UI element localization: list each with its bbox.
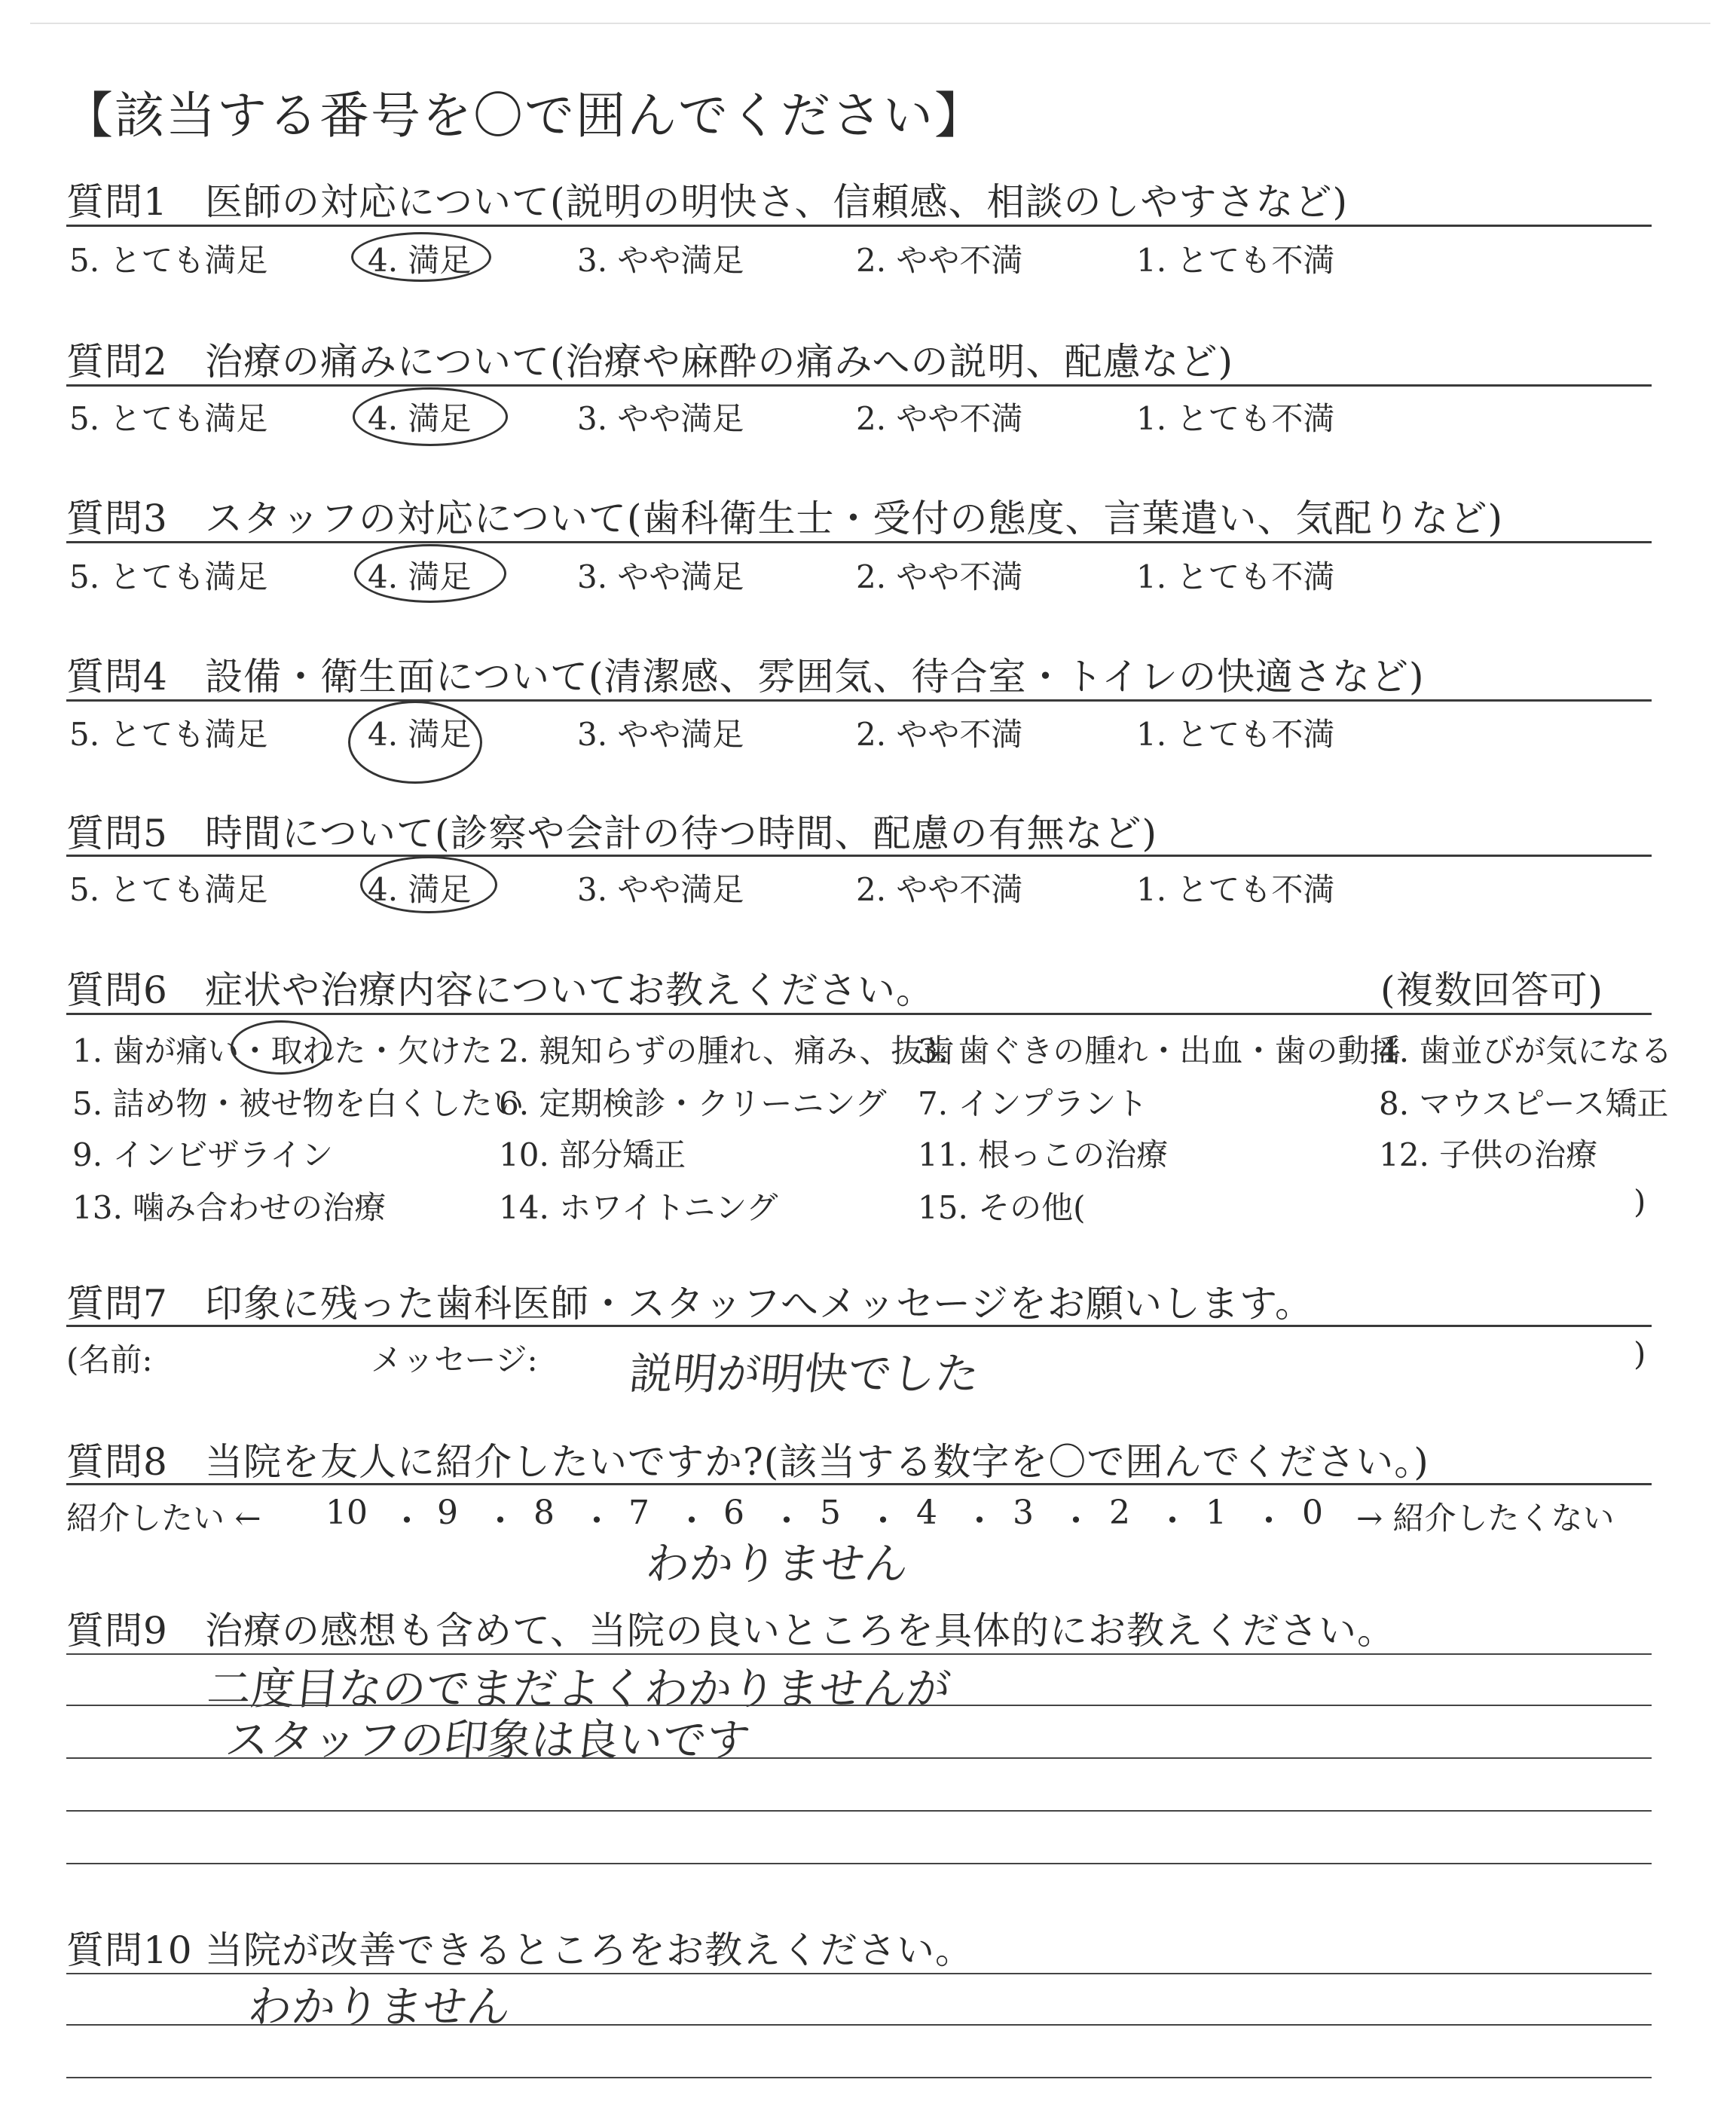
q5-selection-circle <box>360 856 497 913</box>
q5-option-4[interactable]: 4. 満足 <box>368 871 472 908</box>
q8-separator: ・ <box>963 1502 996 1540</box>
q5-option-3[interactable]: 3. やや満足 <box>577 871 744 908</box>
q6-item-2[interactable]: 2. 親知らずの腫れ、痛み、抜歯 <box>499 1032 955 1069</box>
q4-label: 質問4 <box>66 655 168 699</box>
q2-option-5[interactable]: 5. とても満足 <box>69 400 268 437</box>
q1-rule <box>66 225 1652 227</box>
q7-name-label: (名前: <box>66 1341 153 1378</box>
q6-item-13[interactable]: 13. 噛み合わせの治療 <box>72 1189 387 1226</box>
q7-handwritten-message[interactable]: 説明が明快でした <box>626 1348 983 1399</box>
q3-text: スタッフの対応について(歯科衛生士・受付の態度、言葉遣い、気配りなど) <box>205 497 1504 540</box>
q5-option-2[interactable]: 2. やや不満 <box>856 871 1023 908</box>
q4-rule <box>66 699 1652 702</box>
q10-answer-line <box>66 2077 1652 2078</box>
q1-text: 医師の対応について(説明の明快さ、信頼感、相談のしやすさなど) <box>205 180 1349 224</box>
q8-separator: ・ <box>1252 1502 1285 1540</box>
q6-multiple-note: (複数回答可) <box>1380 968 1604 1012</box>
q5-option-5[interactable]: 5. とても満足 <box>69 871 268 908</box>
q3-label: 質問3 <box>66 497 168 540</box>
q10-label: 質問10 <box>66 1928 193 1972</box>
q8-score-6[interactable]: 6 <box>723 1494 744 1532</box>
q8-score-8[interactable]: 8 <box>533 1494 555 1532</box>
q6-item-15[interactable]: 15. その他( <box>918 1189 1086 1226</box>
q8-separator: ・ <box>1156 1502 1189 1540</box>
q4-option-3[interactable]: 3. やや満足 <box>577 716 744 753</box>
q5-label: 質問5 <box>66 812 168 855</box>
q8-score-7[interactable]: 7 <box>628 1494 649 1532</box>
q1-option-5[interactable]: 5. とても満足 <box>69 242 268 279</box>
q8-separator: ・ <box>1059 1502 1093 1540</box>
q2-selection-circle <box>353 387 508 446</box>
q9-text: 治療の感想も含めて、当院の良いところを具体的にお教えください。 <box>205 1609 1395 1653</box>
q6-item-14[interactable]: 14. ホワイトニング <box>499 1189 778 1226</box>
q7-label: 質問7 <box>66 1282 168 1326</box>
q8-right-label: → 紹介したくない <box>1356 1500 1615 1537</box>
q8-separator: ・ <box>675 1502 708 1540</box>
q6-item-1-circled: 取れた <box>270 1032 366 1069</box>
q1-selection-circle <box>351 232 491 282</box>
q3-option-4[interactable]: 4. 満足 <box>368 558 472 595</box>
q6-label: 質問6 <box>66 968 168 1012</box>
q2-rule <box>66 384 1652 387</box>
q7-rule <box>66 1325 1652 1327</box>
q8-score-3[interactable]: 3 <box>1013 1494 1034 1532</box>
q4-text: 設備・衛生面について(清潔感、雰囲気、待合室・トイレの快適さなど) <box>205 655 1425 699</box>
q6-item-9[interactable]: 9. インビザライン <box>72 1136 334 1173</box>
q8-score-1[interactable]: 1 <box>1206 1494 1227 1532</box>
q9-answer-line <box>66 1810 1652 1812</box>
q9-answer-line <box>66 1757 1652 1759</box>
q6-item-11[interactable]: 11. 根っこの治療 <box>918 1136 1169 1173</box>
q8-separator: ・ <box>580 1502 613 1540</box>
q3-option-2[interactable]: 2. やや不満 <box>856 558 1023 595</box>
q6-item-1-selection-circle <box>231 1020 332 1075</box>
q2-text: 治療の痛みについて(治療や麻酔の痛みへの説明、配慮など) <box>205 340 1234 384</box>
q3-selection-circle <box>354 544 506 603</box>
q4-option-2[interactable]: 2. やや不満 <box>856 716 1023 753</box>
q10-text: 当院が改善できるところをお教えください。 <box>205 1928 973 1972</box>
q8-separator: ・ <box>484 1502 517 1540</box>
q6-item-4[interactable]: 4. 歯並びが気になる <box>1379 1032 1673 1069</box>
q3-rule <box>66 541 1652 543</box>
q8-score-5[interactable]: 5 <box>820 1494 841 1532</box>
q6-item-7[interactable]: 7. インプラント <box>918 1085 1148 1122</box>
q6-item-1-suffix: ・欠けた <box>365 1032 493 1069</box>
q7-close-paren: ) <box>1634 1335 1646 1372</box>
q6-item-6[interactable]: 6. 定期検診・クリーニング <box>499 1085 887 1122</box>
q6-item-1-prefix: 1. 歯が痛い・ <box>72 1032 271 1069</box>
q6-text: 症状や治療内容についてお教えください。 <box>205 968 934 1012</box>
q4-selection-circle <box>348 701 482 784</box>
q2-option-1[interactable]: 1. とても不満 <box>1136 400 1335 437</box>
q8-rule <box>66 1483 1652 1485</box>
q3-option-5[interactable]: 5. とても満足 <box>69 558 268 595</box>
q9-answer-line <box>66 1863 1652 1864</box>
q2-option-3[interactable]: 3. やや満足 <box>577 400 744 437</box>
q8-left-label: 紹介したい ← <box>66 1500 261 1537</box>
q8-separator: ・ <box>390 1502 423 1540</box>
q1-option-4[interactable]: 4. 満足 <box>368 242 472 279</box>
q4-option-4[interactable]: 4. 満足 <box>368 716 472 753</box>
q8-text: 当院を友人に紹介したいですか?(該当する数字を〇で囲んでください。) <box>205 1440 1429 1484</box>
q3-option-1[interactable]: 1. とても不満 <box>1136 558 1335 595</box>
q4-option-5[interactable]: 5. とても満足 <box>69 716 268 753</box>
q6-other-close-paren: ) <box>1634 1183 1646 1220</box>
q8-score-2[interactable]: 2 <box>1109 1494 1130 1532</box>
q5-rule <box>66 855 1652 857</box>
q8-label: 質問8 <box>66 1440 168 1484</box>
q8-score-0[interactable]: 0 <box>1302 1494 1323 1532</box>
q10-handwritten-answer[interactable]: わかりません <box>245 1981 514 2032</box>
q2-label: 質問2 <box>66 340 168 384</box>
q8-separator: ・ <box>770 1502 803 1540</box>
q9-handwritten-line-2[interactable]: スタッフの印象は良いです <box>222 1714 753 1766</box>
q7-message-label: メッセージ: <box>371 1341 538 1378</box>
q8-score-10[interactable]: 10 <box>326 1494 368 1532</box>
q6-item-10[interactable]: 10. 部分矯正 <box>499 1136 686 1173</box>
q8-score-9[interactable]: 9 <box>437 1494 458 1532</box>
q5-option-1[interactable]: 1. とても不満 <box>1136 871 1335 908</box>
q6-rule <box>66 1013 1652 1015</box>
q8-handwritten-note[interactable]: わかりません <box>643 1538 912 1589</box>
q8-separator: ・ <box>866 1502 900 1540</box>
q1-option-2[interactable]: 2. やや不満 <box>856 242 1023 279</box>
q3-option-3[interactable]: 3. やや満足 <box>577 558 744 595</box>
form-header: 【該当する番号を〇で囲んでください】 <box>63 87 986 145</box>
q6-item-8[interactable]: 8. マウスピース矯正 <box>1379 1085 1669 1122</box>
q9-label: 質問9 <box>66 1609 168 1653</box>
q9-handwritten-line-1[interactable]: 二度目なのでまだよくわかりませんが <box>204 1663 954 1714</box>
q6-item-12[interactable]: 12. 子供の治療 <box>1379 1136 1598 1173</box>
scan-top-edge <box>30 23 1710 24</box>
q7-text: 印象に残った歯科医師・スタッフへメッセージをお願いします。 <box>205 1282 1313 1326</box>
q1-option-1[interactable]: 1. とても不満 <box>1136 242 1335 279</box>
q4-option-1[interactable]: 1. とても不満 <box>1136 716 1335 753</box>
q5-text: 時間について(診察や会計の待つ時間、配慮の有無など) <box>205 812 1158 855</box>
q1-label: 質問1 <box>66 180 168 224</box>
q2-option-4[interactable]: 4. 満足 <box>368 400 472 437</box>
q1-option-3[interactable]: 3. やや満足 <box>577 242 744 279</box>
q6-item-3[interactable]: 3. 歯ぐきの腫れ・出血・歯の動揺 <box>918 1032 1401 1069</box>
q6-item-5[interactable]: 5. 詰め物・被せ物を白くしたい <box>72 1085 524 1122</box>
q8-score-4[interactable]: 4 <box>916 1494 937 1532</box>
q10-answer-line <box>66 2024 1652 2026</box>
q2-option-2[interactable]: 2. やや不満 <box>856 400 1023 437</box>
